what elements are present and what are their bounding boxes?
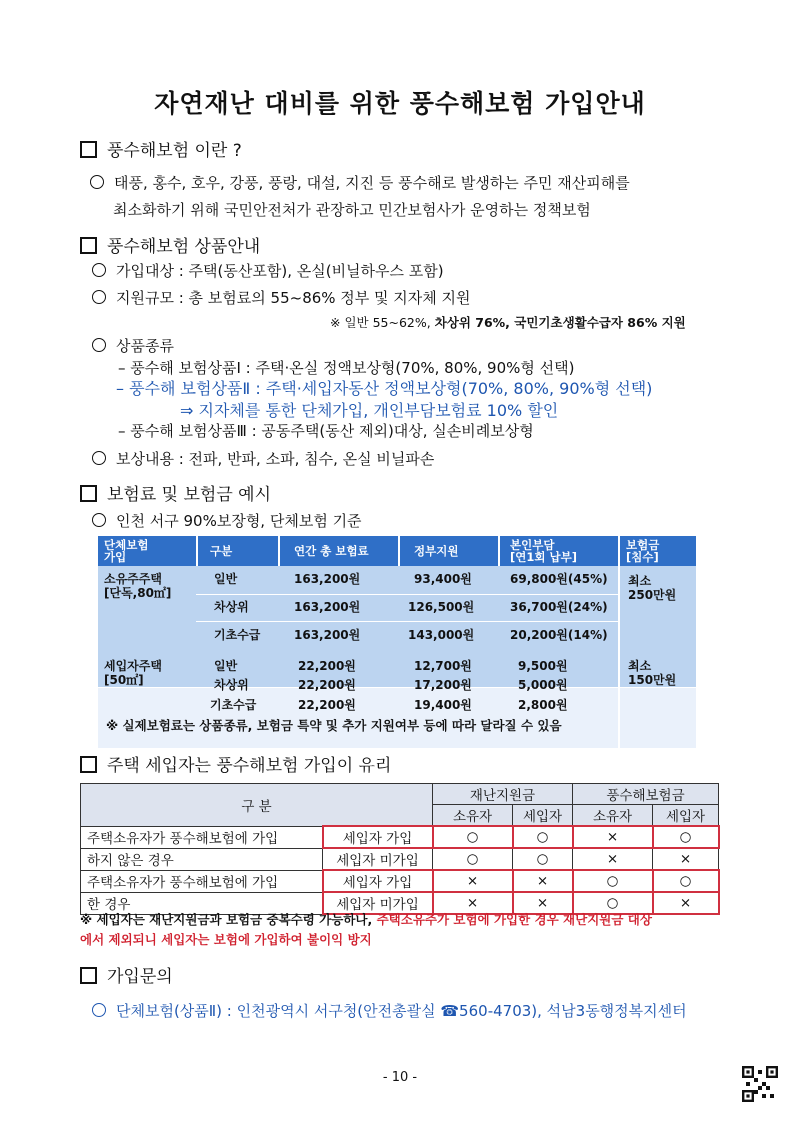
product-1: – 풍수해 보험상품Ⅰ : 주택·온실 정액보상형(70%, 80%, 90%형 선택) bbox=[118, 359, 575, 377]
table-cell: 22,200원 bbox=[298, 698, 356, 712]
compensation: 보상내용 : 전파, 반파, 소파, 침수, 온실 비닐파손 bbox=[92, 448, 434, 469]
table-cell: 17,200원 bbox=[414, 678, 472, 692]
table-cell: 기초수급 bbox=[210, 698, 257, 712]
table-cell: 세입자 가입 bbox=[323, 826, 433, 848]
table-cell: × bbox=[513, 892, 573, 914]
product-3: – 풍수해 보험상품Ⅲ : 공동주택(동산 제외)대상, 실손비례보상형 bbox=[118, 422, 534, 440]
circle-bullet-icon bbox=[92, 1003, 106, 1017]
owner-payout: 최소 250만원 bbox=[628, 574, 677, 602]
section-product-info bbox=[80, 232, 260, 257]
table-cell: ○ bbox=[573, 870, 653, 892]
section-what-is bbox=[80, 136, 242, 161]
circle-bullet-icon bbox=[92, 263, 106, 277]
table-cell: ○ bbox=[433, 826, 513, 848]
table-cell: ○ bbox=[513, 848, 573, 870]
product-2: – 풍수해 보험상품Ⅱ : 주택·세입자동산 정액보상형(70%, 80%, 90%형 선택) bbox=[116, 379, 653, 398]
compare-header-insurance: 풍수해보험금 bbox=[573, 784, 719, 805]
header-group: 단체보험 가입 bbox=[104, 538, 149, 564]
row-label: 주택소유자가 풍수해보험에 가입 bbox=[81, 826, 323, 848]
section-tenant-advantage bbox=[80, 751, 391, 776]
compare-sub-owner: 소유자 bbox=[433, 805, 513, 827]
row-label: 한 경우 bbox=[81, 892, 323, 914]
checkbox-square-icon bbox=[80, 485, 97, 502]
section-premium-example bbox=[80, 480, 271, 505]
compare-table bbox=[80, 783, 720, 915]
table-cell: 5,000원 bbox=[518, 678, 568, 692]
product-kinds: 상품종류 bbox=[92, 335, 174, 356]
table-cell: 일반 bbox=[214, 659, 238, 673]
table-cell: 2,800원 bbox=[518, 698, 568, 712]
table-cell: ○ bbox=[513, 826, 573, 848]
support-scale: 지원규모 : 총 보험료의 55~86% 정부 및 지자체 지원 bbox=[92, 287, 471, 308]
contact-line: 단체보험(상품Ⅱ) : 인천광역시 서구청(안전총괄실 ☎560-4703), 석남3동행정복지센터 bbox=[92, 1000, 687, 1021]
tenant-payout: 최소 150만원 bbox=[628, 659, 677, 687]
definition-line-1: 태풍, 홍수, 호우, 강풍, 풍랑, 대설, 지진 등 풍수해로 발생하는 주민 재산피해를 bbox=[90, 172, 630, 193]
table-cell: ○ bbox=[573, 892, 653, 914]
circle-bullet-icon bbox=[92, 290, 106, 304]
table-cell: ○ bbox=[653, 870, 719, 892]
table-cell: 기초수급 bbox=[214, 628, 261, 642]
header-gov: 정부지원 bbox=[414, 544, 459, 558]
table-cell: 19,400원 bbox=[414, 698, 472, 712]
circle-bullet-icon bbox=[90, 175, 104, 189]
table-cell: × bbox=[433, 892, 513, 914]
table-cell: 163,200원 bbox=[294, 628, 361, 642]
product-2-discount: ⇒ 지자체를 통한 단체가입, 개인부담보험료 10% 할인 bbox=[180, 401, 559, 420]
page-number: - 10 - bbox=[382, 1070, 418, 1085]
table-cell: 일반 bbox=[214, 572, 238, 586]
header-total: 연간 총 보험료 bbox=[294, 544, 369, 558]
table-cell: 차상위 bbox=[214, 600, 249, 614]
page-title: 자연재난 대비를 위한 풍수해보험 가입안내 bbox=[154, 89, 646, 118]
premium-basis: 인천 서구 90%보장형, 단체보험 기준 bbox=[92, 510, 362, 531]
compare-header-main: 구 분 bbox=[81, 784, 433, 827]
table-cell: 163,200원 bbox=[294, 600, 361, 614]
tenant-group-label: 세입자주택 [50㎡] bbox=[104, 659, 162, 687]
circle-bullet-icon bbox=[92, 451, 106, 465]
table-cell: 22,200원 bbox=[298, 659, 356, 673]
table-cell: 12,700원 bbox=[414, 659, 472, 673]
table-cell: 세입자 미가입 bbox=[323, 848, 433, 870]
checkbox-square-icon bbox=[80, 967, 97, 984]
table-cell: 126,500원 bbox=[408, 600, 475, 614]
table-cell: × bbox=[513, 870, 573, 892]
row-label: 하지 않은 경우 bbox=[81, 848, 323, 870]
support-note: ※ 일반 55~62%, 차상위 76%, 국민기초생활수급자 86% 지원 bbox=[330, 315, 686, 330]
join-target: 가입대상 : 주택(동산포함), 온실(비닐하우스 포함) bbox=[92, 260, 444, 281]
row-label: 주택소유자가 풍수해보험에 가입 bbox=[81, 870, 323, 892]
header-payout: 보험금 [침수] bbox=[626, 538, 660, 564]
table-cell: 93,400원 bbox=[414, 572, 472, 586]
qr-code-icon bbox=[742, 1066, 778, 1102]
checkbox-square-icon bbox=[80, 141, 97, 158]
definition-line-2: 최소화하기 위해 국민안전처가 관장하고 민간보험사가 운영하는 정책보험 bbox=[113, 201, 591, 219]
header-self: 본인부담 [연1회 납부] bbox=[510, 538, 577, 564]
table-cell: × bbox=[573, 826, 653, 848]
table-cell: 차상위 bbox=[214, 678, 249, 692]
table-cell: 36,700원(24%) bbox=[510, 600, 608, 614]
table-cell: 9,500원 bbox=[518, 659, 568, 673]
owner-group-label: 소유주주택 [단독,80㎡] bbox=[104, 572, 172, 600]
premium-table bbox=[98, 536, 696, 712]
table-cell: 세입자 가입 bbox=[323, 870, 433, 892]
circle-bullet-icon bbox=[92, 338, 106, 352]
section-heading: 주택 세입자는 풍수해보험 가입이 유리 bbox=[107, 756, 392, 776]
table-cell: × bbox=[653, 892, 719, 914]
table-cell: 22,200원 bbox=[298, 678, 356, 692]
checkbox-square-icon bbox=[80, 237, 97, 254]
table-cell: ○ bbox=[653, 826, 719, 848]
compare-header-disaster: 재난지원금 bbox=[433, 784, 573, 805]
section-heading: 가입문의 bbox=[107, 967, 173, 987]
table-cell: ○ bbox=[433, 848, 513, 870]
compare-sub-owner: 소유자 bbox=[573, 805, 653, 827]
tenant-note: ※ 세입자는 재난지원금과 보험금 중복수령 가능하나, 주택소유주가 보험에 가입한 경우 재난지원금 대상 에서 제외되니 세입자는 보험에 가입하여 불이익 방지 bbox=[80, 912, 652, 947]
section-heading: 풍수해보험 상품안내 bbox=[107, 237, 261, 257]
header-type: 구분 bbox=[210, 544, 233, 558]
table-cell: 20,200원(14%) bbox=[510, 628, 608, 642]
premium-note: ※ 실제보험료는 상품종류, 보험금 특약 및 추가 지원여부 등에 따라 달라질 수 있음 bbox=[106, 718, 562, 733]
compare-sub-tenant: 세입자 bbox=[653, 805, 719, 827]
table-cell: × bbox=[653, 848, 719, 870]
compare-sub-tenant: 세입자 bbox=[513, 805, 573, 827]
table-cell: 세입자 미가입 bbox=[323, 892, 433, 914]
section-heading: 보험료 및 보험금 예시 bbox=[107, 485, 272, 505]
table-cell: × bbox=[433, 870, 513, 892]
table-cell: 69,800원(45%) bbox=[510, 572, 608, 586]
checkbox-square-icon bbox=[80, 756, 97, 773]
section-heading: 풍수해보험 이란 ? bbox=[107, 141, 242, 161]
table-cell: × bbox=[573, 848, 653, 870]
table-cell: 163,200원 bbox=[294, 572, 361, 586]
section-inquiry bbox=[80, 962, 173, 987]
table-cell: 143,000원 bbox=[408, 628, 475, 642]
circle-bullet-icon bbox=[92, 513, 106, 527]
